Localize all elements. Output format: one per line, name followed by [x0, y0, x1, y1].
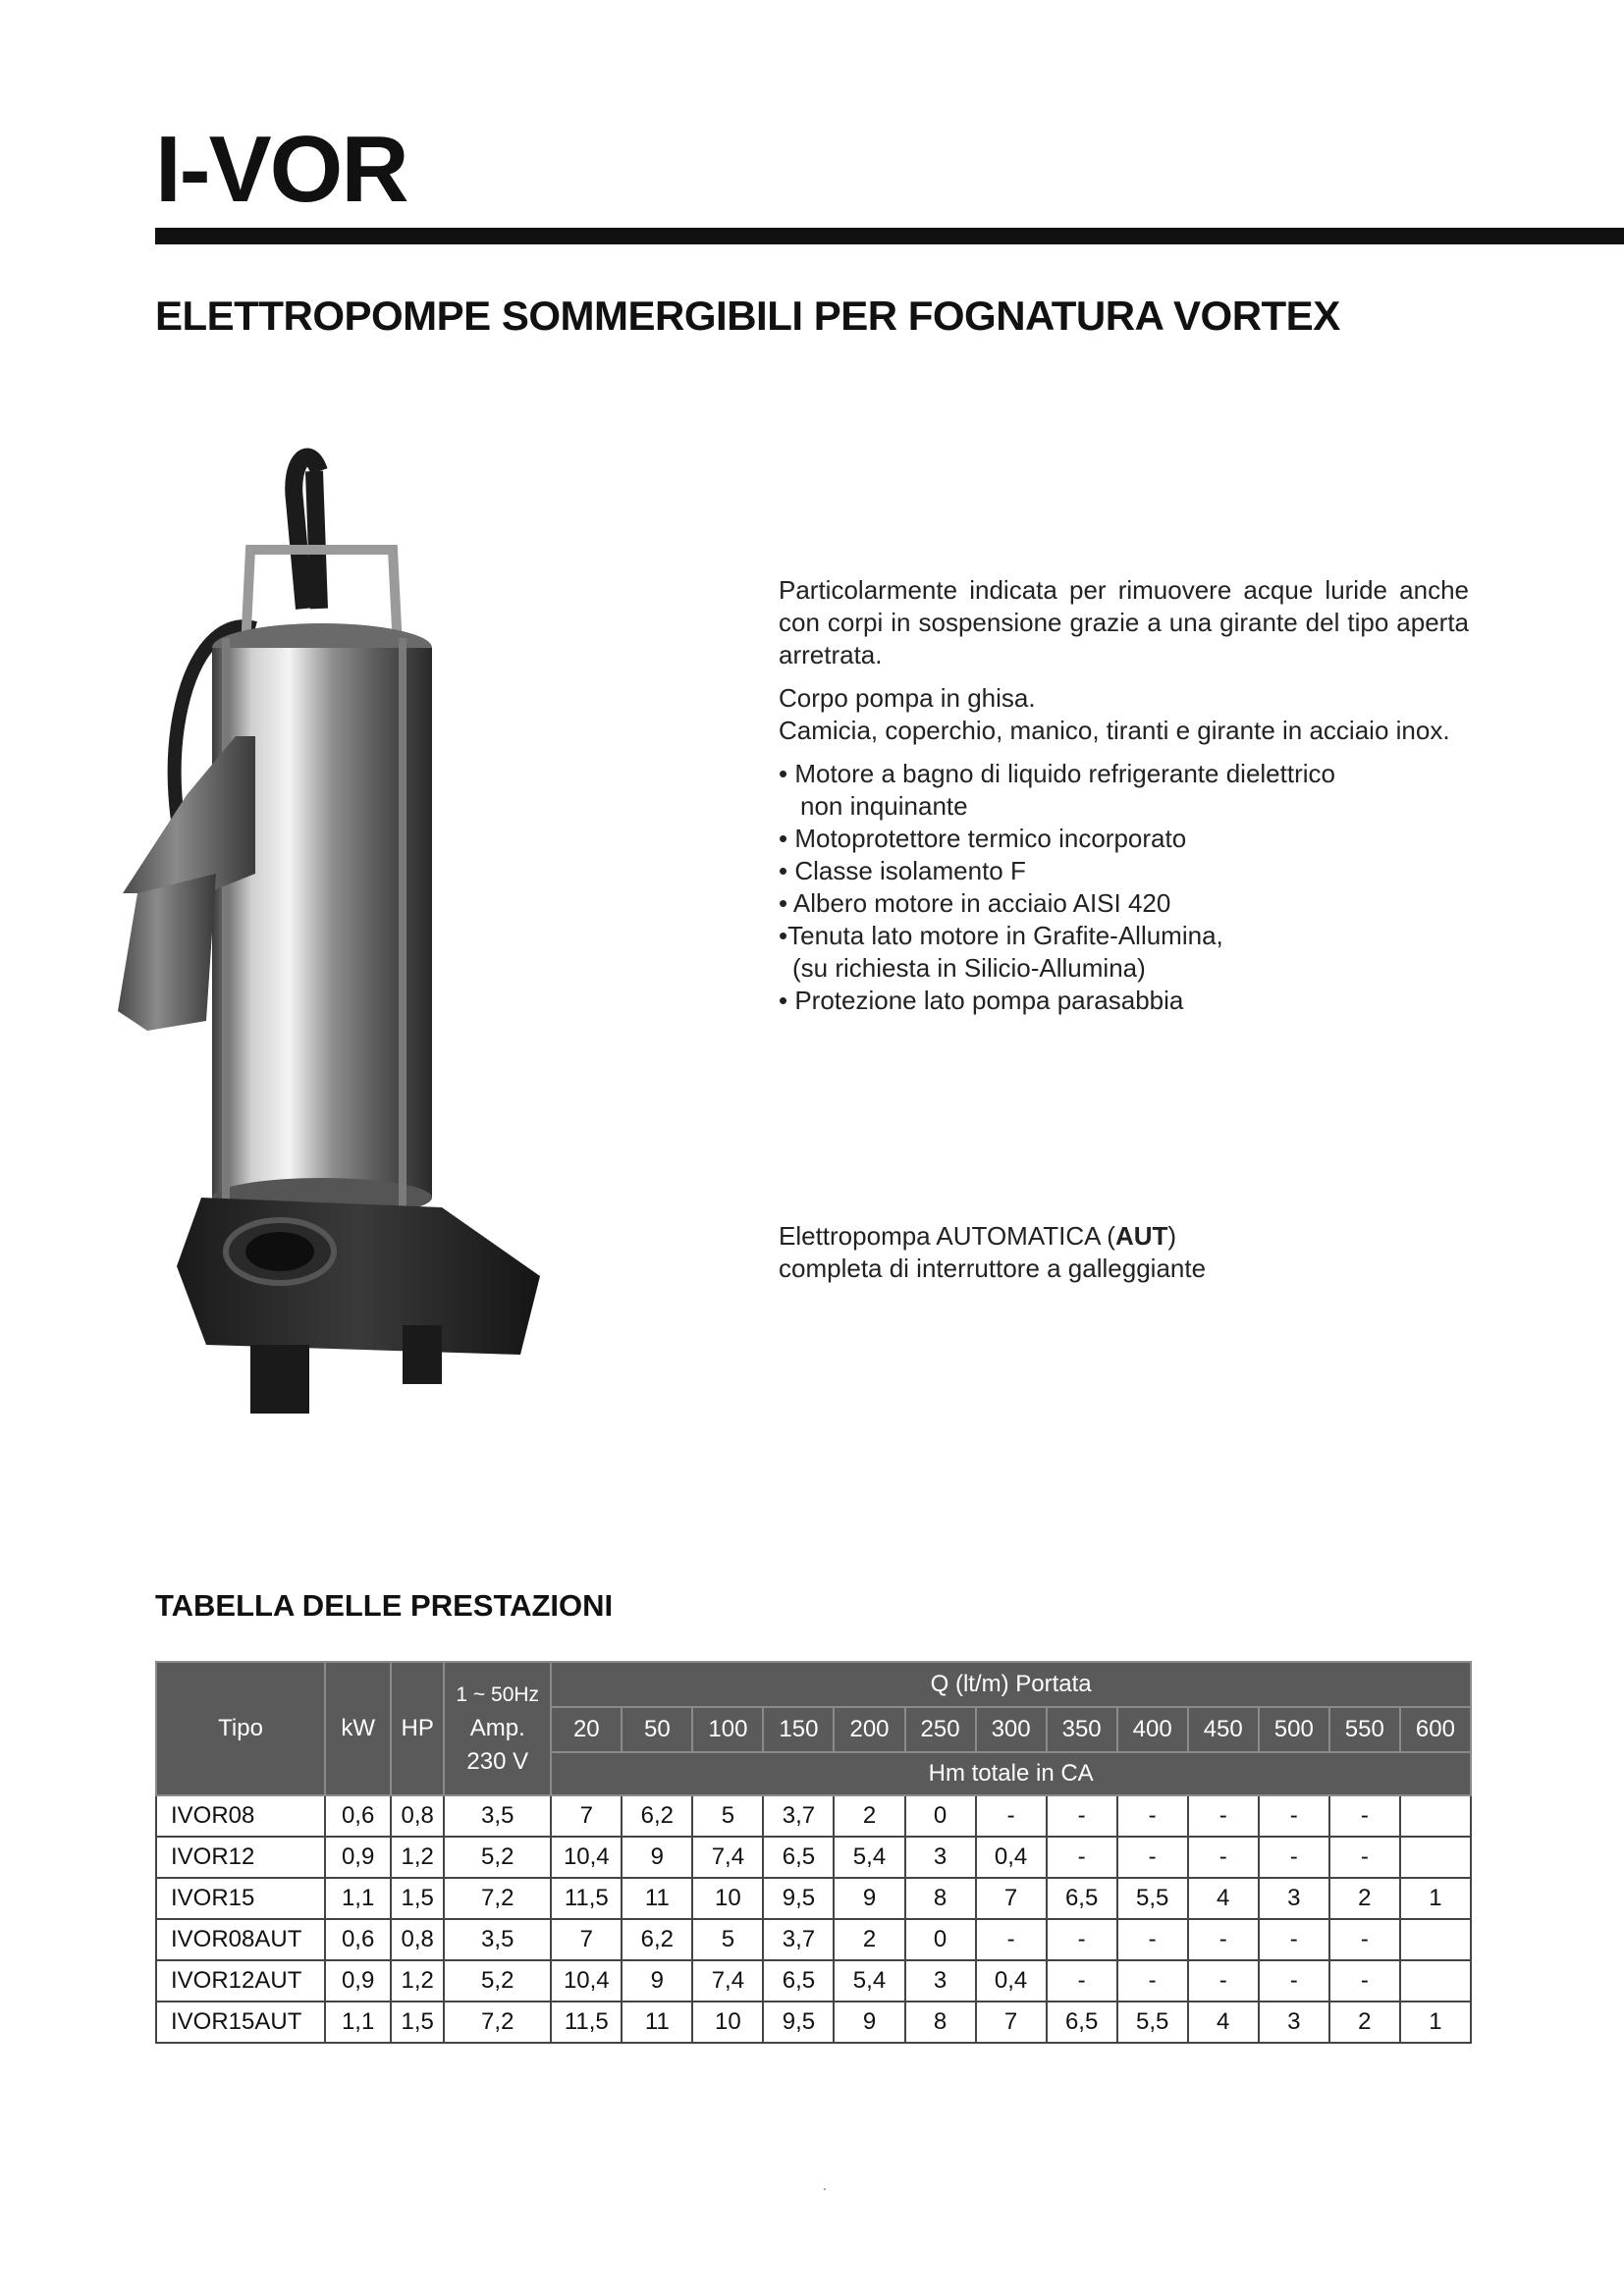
- cell-hm: -: [1259, 1795, 1329, 1837]
- cell-hm: 5,4: [834, 1837, 904, 1878]
- feature-item: [779, 920, 1469, 985]
- cell-hm: 9,5: [763, 2002, 834, 2043]
- header-hm: Hm totale in CA: [551, 1752, 1471, 1795]
- cell-hm: -: [1047, 1960, 1117, 2002]
- header-amp-line1: 1 ~ 50Hz: [456, 1683, 540, 1706]
- cell-hm: 3: [905, 1960, 976, 2002]
- cell-hm: 6,2: [622, 1919, 692, 1960]
- cell-hm: 4: [1188, 1878, 1259, 1919]
- cell-hm: 7: [551, 1795, 622, 1837]
- cell-kw: 0,9: [325, 1837, 391, 1878]
- cell-hm: -: [1329, 1960, 1400, 2002]
- cell-amp: 3,5: [444, 1919, 551, 1960]
- feature-text: • Classe isolamento F: [779, 856, 1026, 885]
- description-material: [779, 682, 1469, 747]
- cell-hm: 8: [905, 2002, 976, 2043]
- cell-hm: -: [1047, 1795, 1117, 1837]
- cell-hm: 0,4: [976, 1837, 1047, 1878]
- feature-text: • Motoprotettore termico incorporato: [779, 824, 1187, 853]
- feature-list: [779, 758, 1469, 1017]
- cell-hm: 6,5: [1047, 1878, 1117, 1919]
- cell-hm: 9: [622, 1837, 692, 1878]
- cell-hm: 3: [1259, 1878, 1329, 1919]
- cell-hm: 2: [834, 1919, 904, 1960]
- feature-text: • Motore a bagno di liquido refrigerante dielettrico: [779, 759, 1335, 788]
- cell-hp: 1,2: [391, 1960, 444, 2002]
- performance-table: [155, 1661, 1472, 2044]
- cell-hm: 4: [1188, 2002, 1259, 2043]
- cell-hm: 5: [692, 1795, 763, 1837]
- cell-hm: 1: [1400, 1878, 1471, 1919]
- cell-hm: -: [1259, 1837, 1329, 1878]
- header-flow: 50: [622, 1707, 692, 1752]
- cell-hm: 7,4: [692, 1960, 763, 2002]
- pump-product-image: [108, 442, 697, 1453]
- cell-hm: 0: [905, 1919, 976, 1960]
- feature-item: [779, 887, 1469, 920]
- cell-hm: 0,4: [976, 1960, 1047, 2002]
- cell-amp: 7,2: [444, 2002, 551, 2043]
- cell-hm: 2: [834, 1795, 904, 1837]
- cell-hm: 5: [692, 1919, 763, 1960]
- cell-kw: 1,1: [325, 2002, 391, 2043]
- cell-kw: 0,6: [325, 1795, 391, 1837]
- feature-item: [779, 985, 1469, 1017]
- cell-hp: 0,8: [391, 1795, 444, 1837]
- cell-kw: 0,9: [325, 1960, 391, 2002]
- header-q: Q (lt/m) Portata: [551, 1662, 1471, 1707]
- automatic-text-post: ): [1167, 1221, 1177, 1251]
- cell-hm: 9,5: [763, 1878, 834, 1919]
- page-subtitle: ELETTROPOMPE SOMMERGIBILI PER FOGNATURA VORTEX: [155, 293, 1340, 339]
- cell-hm: 11: [622, 2002, 692, 2043]
- page-footer-dot: .: [823, 2177, 827, 2193]
- cell-tipo: IVOR08: [156, 1795, 325, 1837]
- description-paragraph: Particolarmente indicata per rimuovere acque luride anche con corpi in sospensione grazie a una girante del tipo aperta arretrata.: [779, 575, 1469, 669]
- cell-hm: [1400, 1960, 1471, 2002]
- feature-item: [779, 758, 1469, 823]
- cell-hm: -: [1047, 1837, 1117, 1878]
- cell-hm: 3,7: [763, 1795, 834, 1837]
- header-amp: [444, 1662, 551, 1795]
- cell-hm: 5,5: [1117, 1878, 1188, 1919]
- cell-hm: -: [1259, 1960, 1329, 2002]
- header-amp-line2: Amp.: [469, 1715, 525, 1741]
- cell-hm: -: [1188, 1919, 1259, 1960]
- material-line2: Camicia, coperchio, manico, tiranti e girante in acciaio inox.: [779, 716, 1450, 745]
- product-description: [779, 574, 1469, 1017]
- cell-hm: 9: [834, 1878, 904, 1919]
- table-title: TABELLA DELLE PRESTAZIONI: [155, 1588, 614, 1623]
- feature-text: • Albero motore in acciaio AISI 420: [779, 888, 1171, 918]
- cell-hm: 11: [622, 1878, 692, 1919]
- cell-hm: 0: [905, 1795, 976, 1837]
- cell-hm: -: [1329, 1795, 1400, 1837]
- feature-continuation: (su richiesta in Silicio-Allumina): [792, 953, 1146, 983]
- cell-hm: 10: [692, 2002, 763, 2043]
- cell-hm: -: [1329, 1837, 1400, 1878]
- cell-hm: 3: [1259, 2002, 1329, 2043]
- header-amp-line3: 230 V: [466, 1748, 529, 1775]
- table-row: [156, 1960, 1471, 2002]
- cell-hm: -: [976, 1919, 1047, 1960]
- cell-tipo: IVOR12AUT: [156, 1960, 325, 2002]
- cell-tipo: IVOR15: [156, 1878, 325, 1919]
- automatic-code: AUT: [1114, 1221, 1168, 1251]
- cell-hm: 10,4: [551, 1960, 622, 2002]
- header-kw: kW: [325, 1662, 391, 1795]
- cell-hm: 6,5: [1047, 2002, 1117, 2043]
- cell-hm: 3: [905, 1837, 976, 1878]
- cell-hp: 1,5: [391, 2002, 444, 2043]
- cell-amp: 3,5: [444, 1795, 551, 1837]
- cell-tipo: IVOR12: [156, 1837, 325, 1878]
- cell-amp: 5,2: [444, 1960, 551, 2002]
- cell-hm: 5,4: [834, 1960, 904, 2002]
- table-row: [156, 2002, 1471, 2043]
- cell-hm: -: [1188, 1837, 1259, 1878]
- header-flow: 600: [1400, 1707, 1471, 1752]
- cell-hm: 10: [692, 1878, 763, 1919]
- cell-hp: 0,8: [391, 1919, 444, 1960]
- feature-continuation: non inquinante: [800, 791, 968, 821]
- header-flow: 150: [763, 1707, 834, 1752]
- header-flow: 350: [1047, 1707, 1117, 1752]
- cell-hm: -: [1047, 1919, 1117, 1960]
- cell-amp: 5,2: [444, 1837, 551, 1878]
- cell-hm: 6,2: [622, 1795, 692, 1837]
- cell-hm: 3,7: [763, 1919, 834, 1960]
- cell-hm: -: [976, 1795, 1047, 1837]
- cell-hm: 10,4: [551, 1837, 622, 1878]
- table-row: [156, 1919, 1471, 1960]
- feature-text: • Protezione lato pompa parasabbia: [779, 986, 1184, 1015]
- header-flow: 450: [1188, 1707, 1259, 1752]
- cell-hm: -: [1329, 1919, 1400, 1960]
- header-hp: HP: [391, 1662, 444, 1795]
- cell-hm: 5,5: [1117, 2002, 1188, 2043]
- cell-hm: 7: [976, 2002, 1047, 2043]
- cell-hm: -: [1117, 1837, 1188, 1878]
- cell-hm: 6,5: [763, 1837, 834, 1878]
- cell-hp: 1,2: [391, 1837, 444, 1878]
- page-title: I-VOR: [155, 117, 407, 222]
- cell-hm: 2: [1329, 2002, 1400, 2043]
- cell-tipo: IVOR08AUT: [156, 1919, 325, 1960]
- table-row: [156, 1795, 1471, 1837]
- cell-tipo: IVOR15AUT: [156, 2002, 325, 2043]
- cell-hm: -: [1259, 1919, 1329, 1960]
- cell-hm: -: [1117, 1795, 1188, 1837]
- header-flow: 200: [834, 1707, 904, 1752]
- cell-hm: -: [1188, 1960, 1259, 2002]
- table-row: [156, 1878, 1471, 1919]
- cell-amp: 7,2: [444, 1878, 551, 1919]
- cell-hm: 7,4: [692, 1837, 763, 1878]
- table-row: [156, 1837, 1471, 1878]
- cell-hm: [1400, 1795, 1471, 1837]
- cell-hm: 6,5: [763, 1960, 834, 2002]
- cell-kw: 1,1: [325, 1878, 391, 1919]
- cell-hm: -: [1117, 1960, 1188, 2002]
- cell-hm: 11,5: [551, 1878, 622, 1919]
- feature-text: •Tenuta lato motore in Grafite-Allumina,: [779, 921, 1223, 950]
- automatic-note: [779, 1220, 1469, 1285]
- cell-hm: 1: [1400, 2002, 1471, 2043]
- cell-hm: -: [1117, 1919, 1188, 1960]
- header-flow: 400: [1117, 1707, 1188, 1752]
- automatic-text-line2: completa di interruttore a galleggiante: [779, 1254, 1207, 1283]
- cell-hp: 1,5: [391, 1878, 444, 1919]
- cell-kw: 0,6: [325, 1919, 391, 1960]
- feature-item: [779, 855, 1469, 887]
- header-flow: 300: [976, 1707, 1047, 1752]
- material-line1: Corpo pompa in ghisa.: [779, 683, 1036, 713]
- header-flow: 250: [905, 1707, 976, 1752]
- header-flow: 20: [551, 1707, 622, 1752]
- cell-hm: 2: [1329, 1878, 1400, 1919]
- cell-hm: [1400, 1837, 1471, 1878]
- cell-hm: [1400, 1919, 1471, 1960]
- cell-hm: 9: [622, 1960, 692, 2002]
- automatic-text-pre: Elettropompa AUTOMATICA (: [779, 1221, 1115, 1251]
- cell-hm: 11,5: [551, 2002, 622, 2043]
- cell-hm: 7: [976, 1878, 1047, 1919]
- header-flow: 550: [1329, 1707, 1400, 1752]
- cell-hm: 9: [834, 2002, 904, 2043]
- cell-hm: 8: [905, 1878, 976, 1919]
- header-flow: 500: [1259, 1707, 1329, 1752]
- header-tipo: Tipo: [156, 1662, 325, 1795]
- header-flow: 100: [692, 1707, 763, 1752]
- title-rule: [155, 228, 1624, 244]
- cell-hm: 7: [551, 1919, 622, 1960]
- feature-item: [779, 823, 1469, 855]
- cell-hm: -: [1188, 1795, 1259, 1837]
